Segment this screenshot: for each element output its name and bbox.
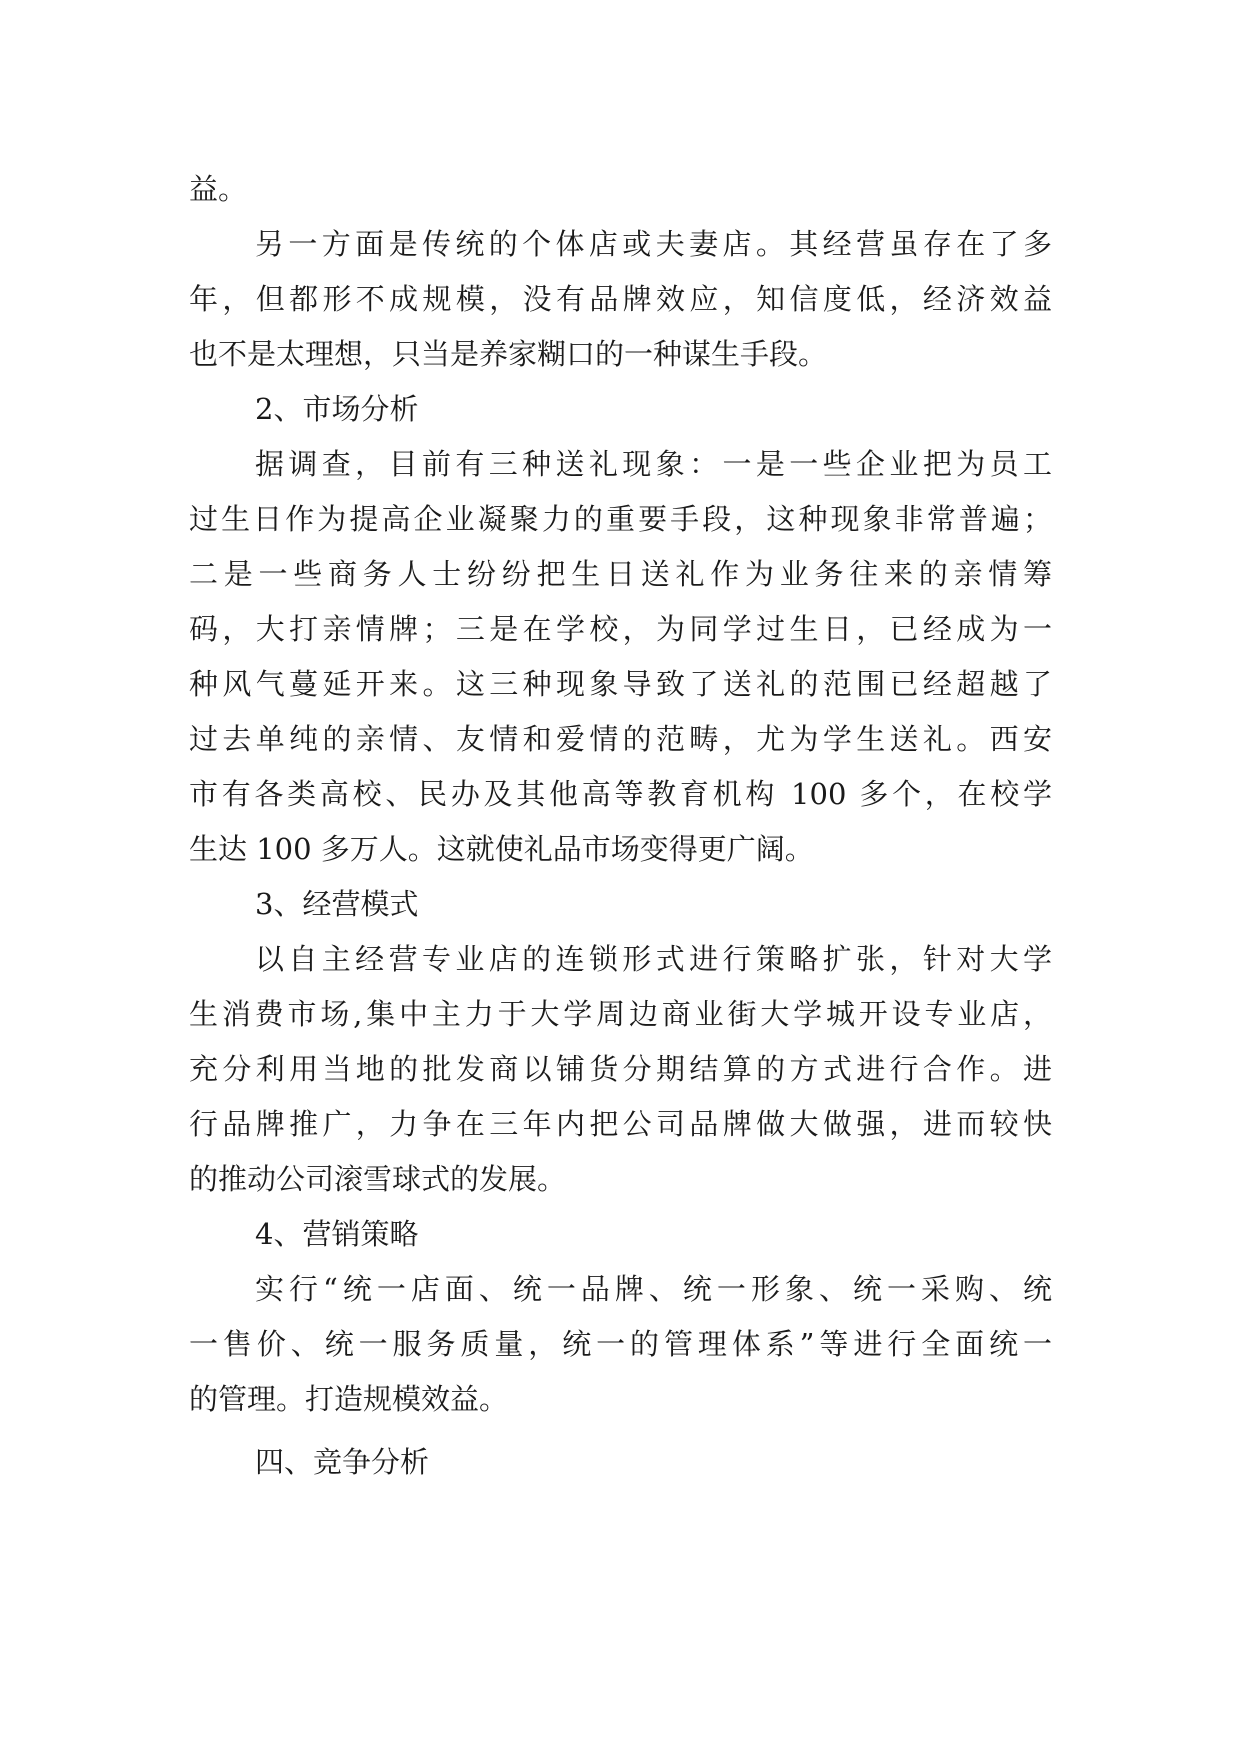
paragraph-line: 种风气蔓延开来。这三种现象导致了送礼的范围已经超越了	[189, 667, 1052, 701]
paragraph-line: 的管理。打造规模效益。	[189, 1382, 509, 1416]
paragraph-line: 以自主经营专业店的连锁形式进行策略扩张，针对大学	[255, 942, 1052, 976]
paragraph-line: 过生日作为提高企业凝聚力的重要手段，这种现象非常普遍；	[189, 502, 1052, 536]
paragraph-line: 码，大打亲情牌；三是在学校，为同学过生日，已经成为一	[189, 612, 1052, 646]
paragraph-line: 实行“统一店面、统一品牌、统一形象、统一采购、统	[255, 1272, 1052, 1306]
document-body	[189, 162, 1052, 1490]
paragraph-line: 行品牌推广，力争在三年内把公司品牌做大做强，进而较快	[189, 1107, 1052, 1141]
section-heading: 2、市场分析	[255, 392, 419, 426]
section-heading: 4、营销策略	[255, 1217, 419, 1251]
paragraph-line: 生消费市场,集中主力于大学周边商业街大学城开设专业店，	[189, 997, 1052, 1031]
paragraph-line: 过去单纯的亲情、友情和爱情的范畴，尤为学生送礼。西安	[189, 722, 1052, 756]
paragraph-line: 也不是太理想，只当是养家糊口的一种谋生手段。	[189, 337, 828, 371]
paragraph-line: 的推动公司滚雪球式的发展。	[189, 1162, 567, 1196]
paragraph-line: 另一方面是传统的个体店或夫妻店。其经营虽存在了多	[255, 227, 1052, 261]
paragraph-line: 生达 100 多万人。这就使礼品市场变得更广阔。	[189, 832, 814, 866]
paragraph-line: 二是一些商务人士纷纷把生日送礼作为业务往来的亲情筹	[189, 557, 1052, 591]
section-heading: 四、竞争分析	[255, 1445, 430, 1479]
paragraph-line: 市有各类高校、民办及其他高等教育机构 100 多个，在校学	[189, 777, 1052, 811]
paragraph-line: 充分利用当地的批发商以铺货分期结算的方式进行合作。进	[189, 1052, 1052, 1086]
paragraph-line: 年，但都形不成规模，没有品牌效应，知信度低，经济效益	[189, 282, 1052, 316]
paragraph-line: 益。	[189, 172, 248, 206]
spacer	[189, 1427, 1052, 1435]
paragraph-line: 一售价、统一服务质量，统一的管理体系”等进行全面统一	[189, 1327, 1052, 1361]
paragraph-line: 据调查，目前有三种送礼现象：一是一些企业把为员工	[255, 447, 1052, 481]
section-heading: 3、经营模式	[255, 887, 419, 921]
